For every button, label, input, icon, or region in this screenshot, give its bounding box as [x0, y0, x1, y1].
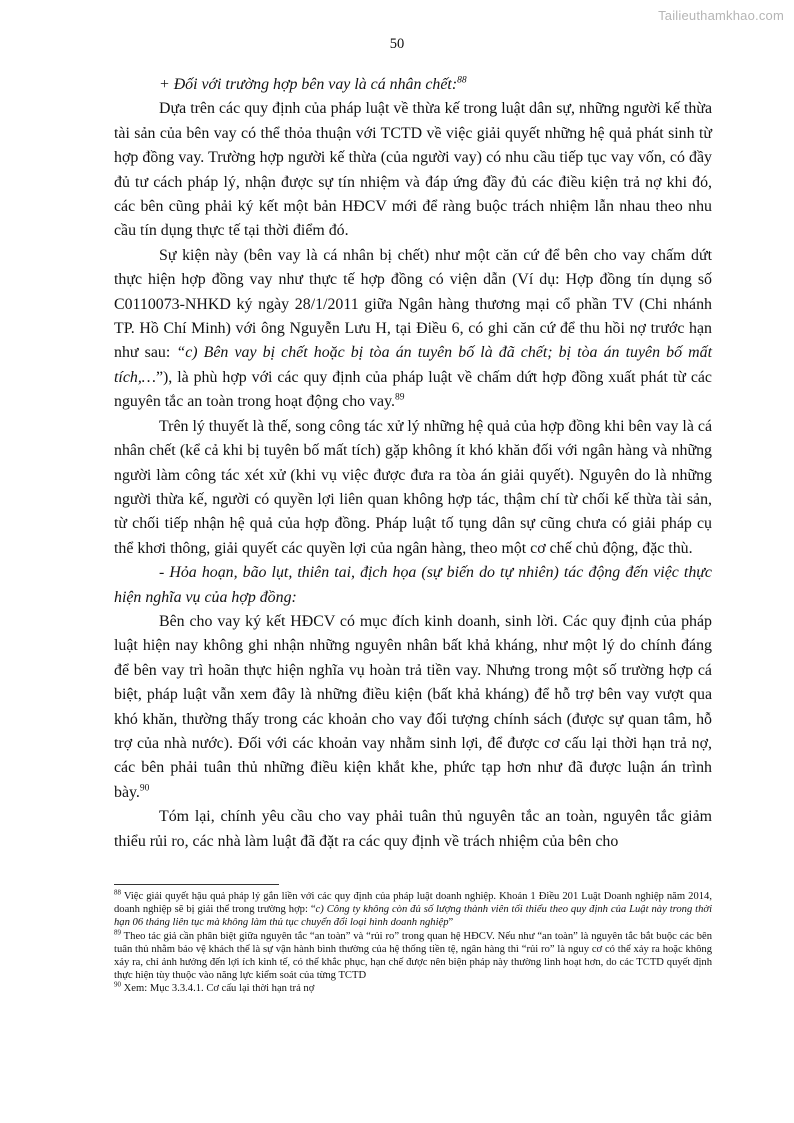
italic-quote: c) Công ty không còn đủ số lượng thành viên tối thiểu theo quy định của Luật này trong thời hạn 06 tháng liên tục mà không làm thủ tục chuyển đổi loại hình doanh nghiệp [114, 904, 713, 929]
text-run: Theo tác giả cần phân biệt giữa nguyên tắc “an toàn” và “rủi ro” trong quan hệ HĐCV. Nếu như “an toàn” là nguyên tắc bắt buộc các bên tuân thủ nhằm bảo vệ khách thể là sự vận hành bình thường của hệ thống tiền tệ, ngân hàng thì “rủi ro” là nguy cơ có thể xảy ra hoặc không xảy ra, chỉ ảnh hưởng đến lợi ích kinh tế, có thể khắc phục, hạn chế được nên biện pháp này thường linh hoạt hơn, do các TCTD quyết định thực hiện tùy thuộc vào năng lực kiểm soát của từng TCTD [114, 930, 712, 982]
text-run: Việc giải quyết hậu quả pháp lý gắn liền với các quy định của pháp luật doanh nghiệp. Khoản 1 Điều 201 Luật Doanh nghiệp năm 2014, doanh nghiệp sẽ bị giải thể trong trường hợp: “ [114, 891, 712, 916]
text-run: ”), là phù hợp với các quy định của pháp luật về chấm dứt hợp đồng xuất phát từ các nguyên tắc an toàn trong hoạt động cho vay. [114, 368, 712, 411]
footnote-reference: 90 [139, 783, 150, 794]
footnote [114, 890, 712, 930]
footnote-marker: 89 [114, 928, 121, 937]
footnote [114, 930, 712, 983]
text-run: + Đối với trường hợp bên vay là cá nhân chết: [159, 76, 458, 93]
text-run: Trên lý thuyết là thế, song công tác xử lý những hệ quả của hợp đồng khi bên vay là cá nhân chết (kể cả khi bị tuyên bố mất tích) gặp không ít khó khăn đối với ngân hàng và những người làm công tác xét xử (khi vụ việc được đưa ra tòa án giải quyết). Nguyên do là những người thừa kế, người có quyền lợi liên quan không hợp tác, thậm chí từ chối kế thừa tài sản, từ chối tiếp nhận hệ quả của hợp đồng. Pháp luật tố tụng dân sự cũng chưa có giải pháp cụ thể khơi thông, giải quyết các quyền lợi của ngân hàng, theo một cơ chế chủ động, đặc thù. [114, 417, 712, 557]
main-body-text [114, 73, 712, 854]
section-heading [114, 561, 712, 610]
footnote [114, 982, 712, 995]
page-number: 50 [389, 36, 405, 52]
body-paragraph [114, 610, 712, 805]
text-run: ” [448, 917, 454, 929]
footnote-marker: 88 [114, 888, 121, 897]
body-paragraph [114, 244, 712, 415]
text-run: - Hỏa hoạn, bão lụt, thiên tai, địch họa (sự biến do tự nhiên) tác động đến việc thực hiện nghĩa vụ của hợp đồng: [114, 564, 712, 606]
text-run: Bên cho vay ký kết HĐCV có mục đích kinh doanh, sinh lời. Các quy định của pháp luật hiện nay không ghi nhận những nguyên nhân bất khả kháng, như một lý do chính đáng để bên vay trì hoãn thực hiện nghĩa vụ hoàn trả tiền vay. Nhưng trong một số trường hợp cá biệt, pháp luật vẫn xem đây là những điều kiện (bất khả kháng) để hỗ trợ bên vay vượt qua khó khăn, thường thấy trong các khoản cho vay đối tượng chính sách (được sự quan tâm, hỗ trợ của nhà nước). Đối với các khoản vay nhằm sinh lợi, để được cơ cấu lại thời hạn trả nợ, các bên phải tuân thủ những điều kiện khắt khe, phức tạp hơn như đã được luận án trình bày. [114, 612, 712, 801]
footnote-marker: 90 [114, 980, 121, 989]
footnotes-section [114, 890, 712, 996]
text-run: Dựa trên các quy định của pháp luật về thừa kế trong luật dân sự, những người kế thừa tài sản của bên vay có thể thỏa thuận với TCTD về việc giải quyết những hệ quả phát sinh từ hợp đồng vay. Trường hợp người kế thừa (của người vay) có nhu cầu tiếp tục vay vốn, có đầy đủ tư cách pháp lý, nhận được sự tín nhiệm và đáp ứng đầy đủ các điều kiện trả nợ khi đó, các bên cũng phải ký kết một bản HĐCV mới để ràng buộc trách nhiệm lẫn nhau theo nhu cầu tín dụng thực tế tại thời điểm đó. [114, 100, 712, 240]
body-paragraph [114, 415, 712, 561]
text-run: Sự kiện này (bên vay là cá nhân bị chết) như một căn cứ để bên cho vay chấm dứt thực hiện hợp đồng vay như thực tế hợp đồng có viện dẫn (Ví dụ: Hợp đồng tín dụng số C0110073-NHKD ký ngày 28/1/2011 giữa Ngân hàng thương mại cổ phần TV (Chi nhánh TP. Hồ Chí Minh) với ông Nguyễn Lưu H, tại Điều 6, có ghi căn cứ để thu hồi nợ trước hạn như sau: [114, 246, 712, 362]
footnote-reference: 88 [457, 75, 467, 86]
watermark-text: Tailieuthamkhao.com [658, 8, 784, 23]
footnote-divider [114, 884, 279, 885]
body-paragraph [114, 805, 712, 854]
section-heading [114, 73, 712, 97]
italic-quote: “c) Bên vay bị chết hoặc bị tòa án tuyên bố là đã chết; bị tòa án tuyên bố mất tích,… [114, 344, 712, 386]
footnote-reference: 89 [394, 392, 405, 403]
text-run: Xem: Mục 3.3.4.1. Cơ cấu lại thời hạn trả nợ [121, 983, 315, 995]
text-run: Tóm lại, chính yêu cầu cho vay phải tuân thủ nguyên tắc an toàn, nguyên tắc giảm thiểu rủi ro, các nhà làm luật đã đặt ra các quy định về trách nhiệm của bên cho [114, 808, 712, 850]
body-paragraph [114, 97, 712, 243]
